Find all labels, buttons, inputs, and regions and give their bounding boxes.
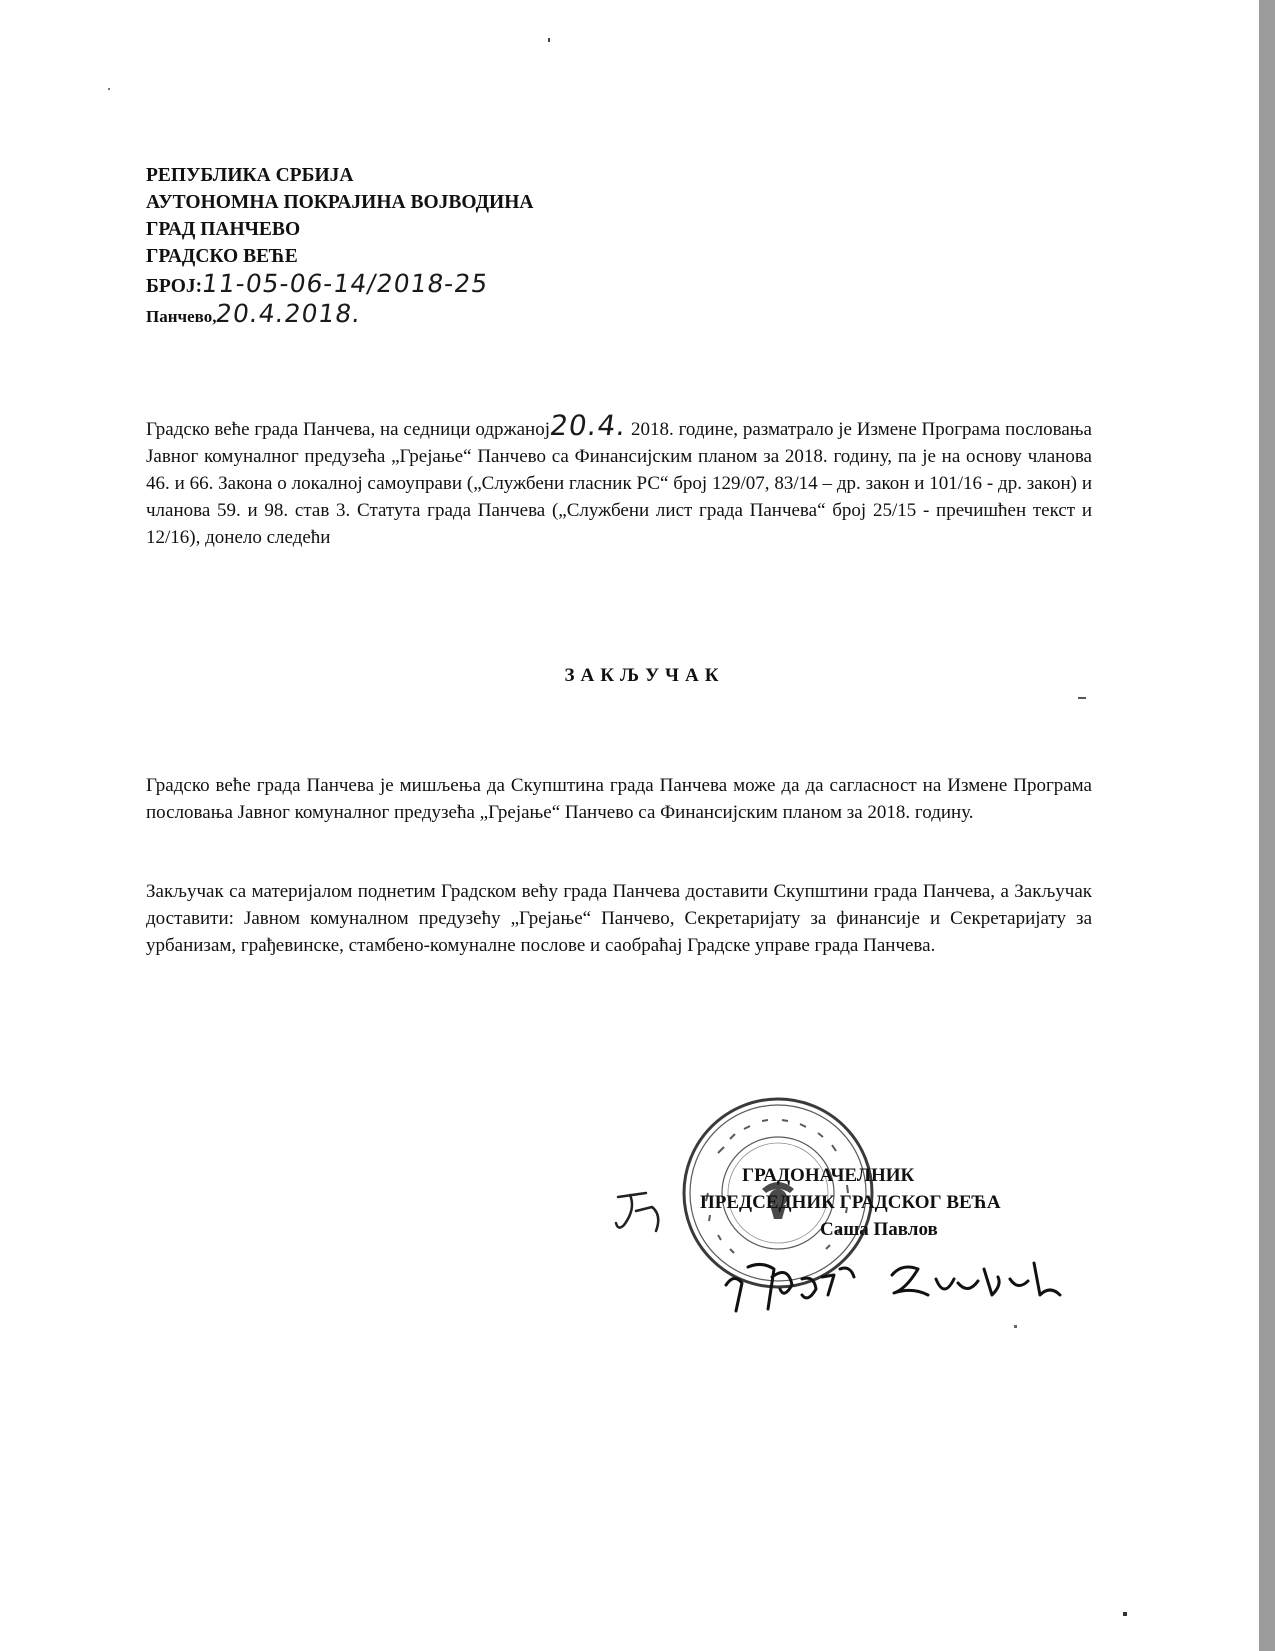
header-council: ГРАДСКО ВЕЋЕ	[146, 246, 298, 267]
place-label: Панчево,	[146, 307, 217, 326]
scan-speck	[1078, 697, 1086, 699]
header-number-row	[146, 270, 533, 300]
letterhead	[146, 162, 533, 330]
number-label: БРОЈ:	[146, 276, 203, 297]
handwritten-number: 11-05-06-14/2018-25	[200, 269, 491, 298]
signature-block	[700, 1162, 1120, 1243]
header-province: АУТОНОМНА ПОКРАЈИНА ВОЈВОДИНА	[146, 192, 534, 213]
scan-speck	[108, 88, 110, 90]
header-date-row	[146, 300, 533, 330]
handwritten-signature-icon	[722, 1255, 1082, 1325]
conclusion-paragraph-1: Градско веће града Панчева је мишљења да Скупштина града Панчева може да да сагласност на Измене Програма пословања Јавног комуналног предузећа „Грејање“ Панчево са Финансијским планом за 2018. годину.	[146, 775, 1092, 823]
header-republic: РЕПУБЛИКА СРБИЈА	[146, 165, 354, 186]
signature-title-president: ПРЕДСЕДНИК ГРАДСКОГ ВЕЋА	[700, 1192, 1001, 1213]
handwritten-session-date: 20.4.	[547, 409, 629, 442]
document-title: ЗАКЉУЧАК	[564, 665, 725, 686]
intro-text-after: 2018. године, разматрало је Измене Програма пословања Јавног комуналног предузећа „Грејање“ Панчево са Финансијским планом за 2018. годину, па је на основу чланова 46. и 66. Закона о локалној самоуправи („Службени гласник РС“ број 129/07, 83/14 – др. закон и 101/16 - др. закон) и чланова 59. и 98. став 3. Статута града Панчева („Службени лист града Панчева“ број 25/15 - пречишћен текст и 12/16), донело следећи	[146, 419, 1092, 548]
header-city: ГРАД ПАНЧЕВО	[146, 219, 301, 240]
handwritten-date: 20.4.2018.	[214, 299, 364, 328]
scan-speck	[548, 38, 550, 42]
scan-speck	[1123, 1612, 1127, 1616]
conclusion-paragraph-2: Закључак са материјалом поднетим Градском већу града Панчева доставити Скупштини града Панчева, а Закључак доставити: Јавном комуналном предузећу „Грејање“ Панчево, Секретаријату за финансије и Секретаријату за урбанизам, грађевинске, стамбено-комуналне послове и саобраћај Градске управе града Панчева.	[146, 881, 1092, 956]
signature-title-mayor: ГРАДОНАЧЕЛНИК	[742, 1165, 915, 1186]
scan-edge-band	[1259, 0, 1275, 1651]
intro-text-before: Градско веће града Панчева, на седници одржаној	[146, 419, 550, 440]
initials-scribble-icon	[612, 1185, 664, 1237]
intro-paragraph	[146, 409, 1092, 551]
scan-speck	[1014, 1325, 1017, 1328]
signature-name: Саша Павлов	[820, 1219, 938, 1240]
